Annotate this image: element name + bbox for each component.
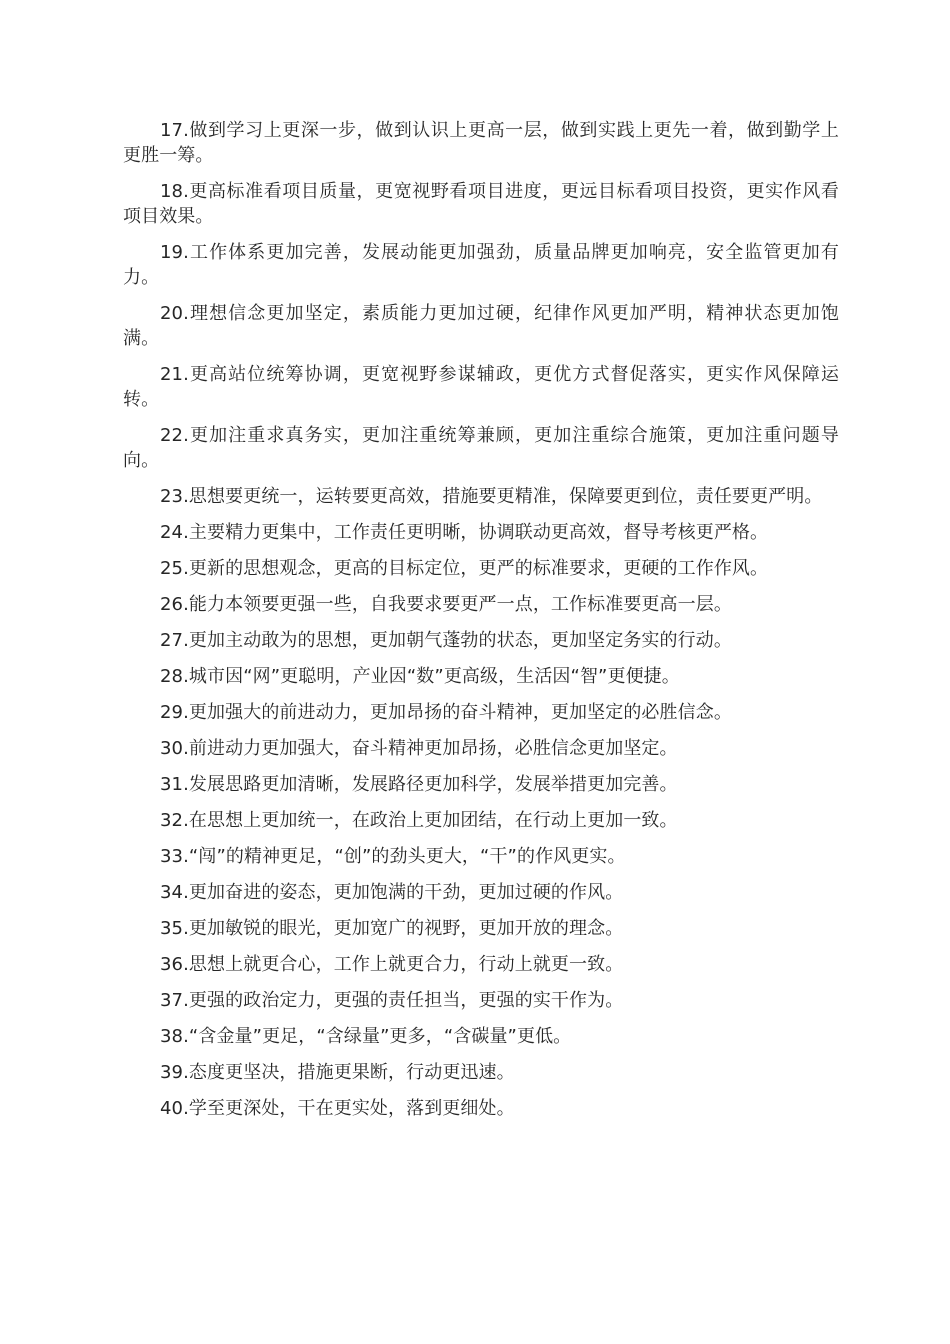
paragraph-23: 23.思想要更统一，运转要更高效，措施要更精准，保障要更到位，责任要更严明。 (160, 486, 823, 507)
paragraph-30: 30.前进动力更加强大，奋斗精神更加昂扬，必胜信念更加坚定。 (160, 738, 678, 759)
paragraph-17: 17.做到学习上更深一步，做到认识上更高一层，做到实践上更先一着，做到勤学上更胜一筹。 (123, 120, 839, 166)
paragraph-35: 35.更加敏锐的眼光，更加宽广的视野，更加开放的理念。 (160, 918, 624, 939)
paragraph-34: 34.更加奋进的姿态，更加饱满的干劲，更加过硬的作风。 (160, 882, 624, 903)
paragraph-21: 21.更高站位统筹协调，更宽视野参谋辅政，更优方式督促落实，更实作风保障运转。 (123, 364, 839, 410)
paragraph-18: 18.更高标准看项目质量，更宽视野看项目进度，更远目标看项目投资，更实作风看项目效果。 (123, 181, 839, 227)
paragraph-38: 38.“含金量”更足，“含绿量”更多，“含碳量”更低。 (160, 1026, 572, 1047)
paragraph-19: 19.工作体系更加完善，发展动能更加强劲，质量品牌更加响亮，安全监管更加有力。 (123, 242, 839, 288)
paragraph-31: 31.发展思路更加清晰，发展路径更加科学，发展举措更加完善。 (160, 774, 678, 795)
paragraph-29: 29.更加强大的前进动力，更加昂扬的奋斗精神，更加坚定的必胜信念。 (160, 702, 732, 723)
paragraph-26: 26.能力本领要更强一些，自我要求要更严一点，工作标准要更高一层。 (160, 594, 732, 615)
paragraph-25: 25.更新的思想观念，更高的目标定位，更严的标准要求，更硬的工作作风。 (160, 558, 769, 579)
paragraph-32: 32.在思想上更加统一，在政治上更加团结，在行动上更加一致。 (160, 810, 678, 831)
paragraph-28: 28.城市因“网”更聪明，产业因“数”更高级，生活因“智”更便捷。 (160, 666, 680, 687)
paragraph-24: 24.主要精力更集中，工作责任更明晰，协调联动更高效，督导考核更严格。 (160, 522, 769, 543)
paragraph-33: 33.“闯”的精神更足，“创”的劲头更大，“干”的作风更实。 (160, 846, 626, 867)
document-body (123, 118, 839, 1132)
paragraph-36: 36.思想上就更合心，工作上就更合力，行动上就更一致。 (160, 954, 624, 975)
paragraph-22: 22.更加注重求真务实，更加注重统筹兼顾，更加注重综合施策，更加注重问题导向。 (123, 425, 839, 471)
paragraph-39: 39.态度更坚决，措施更果断，行动更迅速。 (160, 1062, 515, 1083)
paragraph-20: 20.理想信念更加坚定，素质能力更加过硬，纪律作风更加严明，精神状态更加饱满。 (123, 303, 839, 349)
paragraph-27: 27.更加主动敢为的思想，更加朝气蓬勃的状态，更加坚定务实的行动。 (160, 630, 732, 651)
paragraph-40: 40.学至更深处，干在更实处，落到更细处。 (160, 1098, 515, 1119)
paragraph-37: 37.更强的政治定力，更强的责任担当，更强的实干作为。 (160, 990, 624, 1011)
